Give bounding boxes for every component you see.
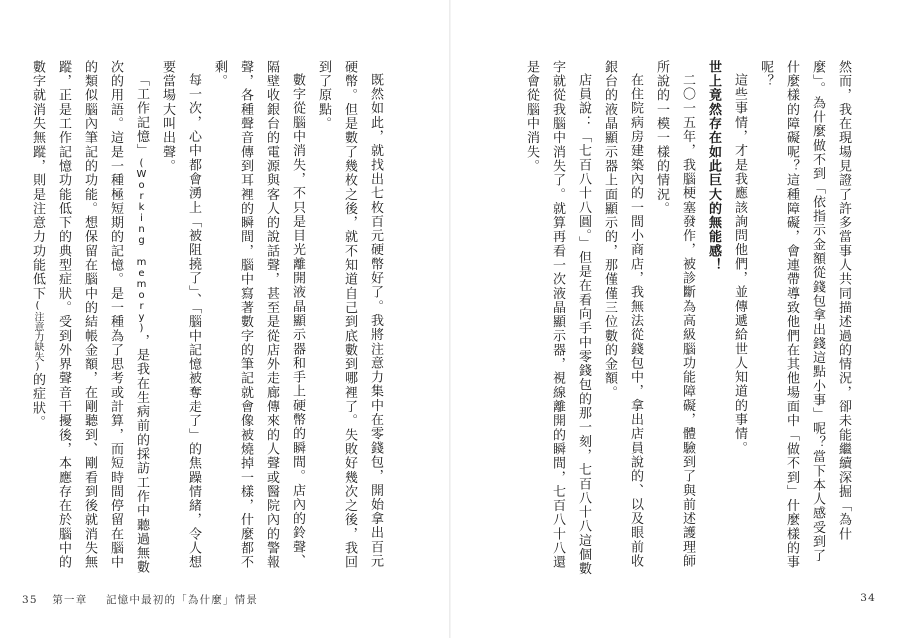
annotation-working-memory: (Working memory) <box>136 157 147 334</box>
paragraph-text: ，是我在生病前的採訪工作中聽過無數次的用語。這是一種極短期的記憶。是一種為了思考或計算，而短時間停留在腦中的類似腦內筆記的功能。想保留在腦中的結帳金額，在剛聽到、剛看到後就消失無蹤，正是工作記憶功能低下的典型症狀。受到外界聲音干擾後，本應存在於腦中的數字就消失無蹤，則是注意力功能低下 <box>30 60 149 575</box>
paragraph: 既然如此，就找出七枚百元硬幣好了。我將注意力集中在零錢包，開始拿出百元硬幣。但是數了幾枚之後，就不知道自己到底數到哪裡了。失敗好幾次之後，我回到了原點。 <box>316 60 383 570</box>
chapter-title: 記憶中最初的「為什麼」情景 <box>105 594 259 606</box>
paragraph: 店員說：「七百八十八圓。」但是在看向手中零錢包的那一刻，七百八十八這個數字就從我腦中消失了。就算再看一次液晶顯示器，視線離開的瞬間，七百八十八還是會從腦中消失。 <box>524 60 591 576</box>
paragraph-text: 「工作記憶」 <box>134 73 149 158</box>
paragraph: 這些事情，才是我應該詢問他們，並傳遞給世人知道的事情。 <box>732 73 747 456</box>
paragraph <box>24 60 154 576</box>
paragraph-text: 的症狀。 <box>30 372 45 430</box>
left-footer <box>22 592 258 607</box>
chapter-label: 第一章 <box>52 594 88 606</box>
left-page-body <box>30 60 388 576</box>
paragraph: 二〇一五年，我腦梗塞發作，被診斷為高級腦功能障礙，體驗到了與前述護理師所說的一模一樣的情況。 <box>654 60 695 569</box>
paragraph: 然而，我在現場見證了許多當事人共同描述過的情況，卻未能繼續深掘「為什麼」。為什麼做不到「依指示金額從錢包拿出錢這點小事」呢？當下本人感受到了什麼樣的障礙呢？這種障礙，會連帶導致他們在其他場面中「做不到」什麼樣的事呢？ <box>758 60 851 570</box>
annotation-attention-deficit: (注意力缺失) <box>32 300 43 373</box>
page-number: 35 <box>22 594 38 606</box>
paragraph: 數字從腦中消失，不只是目光離開液晶顯示器和手上硬幣的瞬間。店內的鈴聲、隔壁收銀台的電源與客人的說話聲，甚至是從店外走廊傳來的人聲或醫院內的警報聲，各種聲音傳到耳裡的瞬間，腦中寫著數字的筆記就會像被燒掉一樣，什麼都不剩。 <box>212 60 305 570</box>
right-page-body <box>524 60 856 576</box>
paragraph: 每一次，心中都會湧上「被阻撓了」、「腦中記憶被奪走了」的焦躁情緒，令人想要當場大叫出聲。 <box>160 60 201 570</box>
right-page <box>450 0 900 638</box>
paragraph: 在住院病房建築內的一間小商店，我無法從錢包中，拿出店員說的、以及眼前收銀台的液晶顯示器上面顯示的，那僅僅三位數的金額。 <box>602 60 643 569</box>
right-footer <box>860 592 876 604</box>
section-heading: 世上竟然存在如此巨大的無能感！ <box>706 60 721 273</box>
page-number: 34 <box>860 592 876 604</box>
